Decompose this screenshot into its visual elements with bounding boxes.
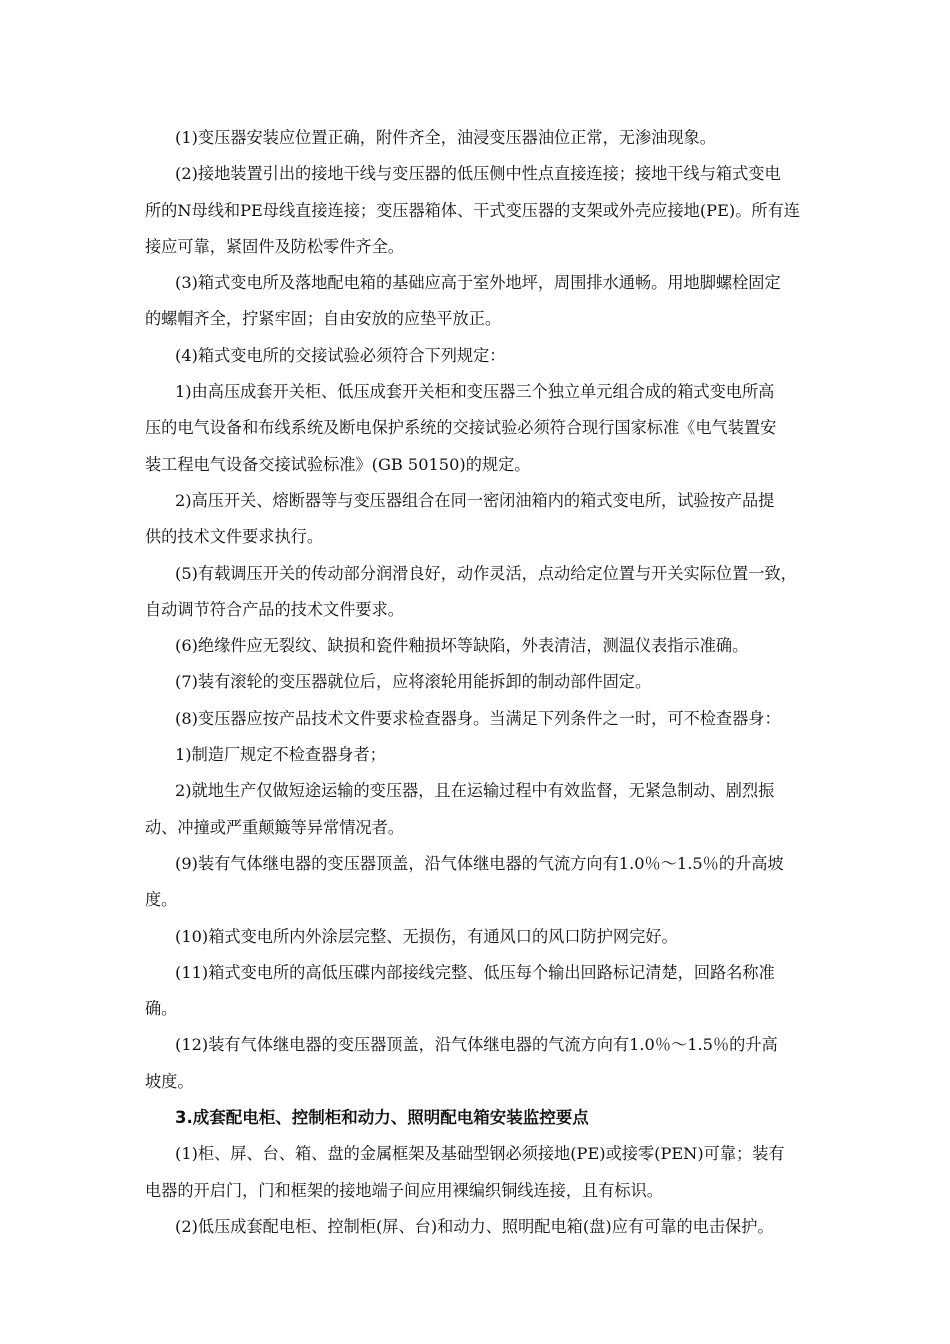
document-page [145, 120, 825, 1245]
paragraph-line: 度。 [145, 890, 178, 910]
paragraph-line: 自动调节符合产品的技术文件要求。 [145, 599, 404, 619]
paragraph-line: 2)就地生产仅做短途运输的变压器，且在运输过程中有效监督，无紧急制动、剧烈振 [175, 781, 775, 801]
paragraph-line: (4)箱式变电所的交接试验必须符合下列规定： [175, 345, 506, 365]
section-heading: 3.成套配电柜、控制柜和动力、照明配电箱安装监控要点 [175, 1108, 589, 1128]
paragraph-line: 电器的开启门，门和框架的接地端子间应用裸编织铜线连接，且有标识。 [145, 1180, 663, 1200]
paragraph-line: 装工程电气设备交接试验标准》(GB 50150)的规定。 [145, 454, 531, 474]
paragraph-line: (1)变压器安装应位置正确，附件齐全，油浸变压器油位正常，无渗油现象。 [175, 128, 716, 147]
paragraph-line: (10)箱式变电所内外涂层完整、无损伤，有通风口的风口防护网完好。 [175, 926, 678, 946]
paragraph-line: 1)制造厂规定不检查器身者； [175, 745, 386, 765]
paragraph-line: 动、冲撞或严重颠簸等异常情况者。 [145, 817, 404, 837]
paragraph-line: (6)绝缘件应无裂纹、缺损和瓷件釉损坏等缺陷，外表清洁，测温仪表指示准确。 [175, 636, 749, 656]
paragraph-line: (2)低压成套配电柜、控制柜(屏、台)和动力、照明配电箱(盘)应有可靠的电击保护。 [175, 1216, 774, 1236]
paragraph-line: 压的电气设备和布线系统及断电保护系统的交接试验必须符合现行国家标准《电气装置安 [145, 418, 777, 438]
paragraph-line: (3)箱式变电所及落地配电箱的基础应高于室外地坪，周围排水通畅。用地脚螺栓固定 [175, 273, 781, 293]
paragraph-line: 所的N母线和PE母线直接连接；变压器箱体、干式变压器的支架或外壳应接地(PE)。所有连 [145, 200, 800, 220]
paragraph-line: 确。 [145, 999, 178, 1019]
paragraph-line: (5)有载调压开关的传动部分润滑良好，动作灵活，点动给定位置与开关实际位置一致， [175, 563, 797, 583]
paragraph-line: (12)装有气体继电器的变压器顶盖，沿气体继电器的气流方向有1.0％～1.5％的升高 [175, 1035, 778, 1055]
paragraph-line: 接应可靠，紧固件及防松零件齐全。 [145, 236, 404, 256]
paragraph-line: 的螺帽齐全，拧紧牢固；自由安放的应垫平放正。 [145, 309, 502, 329]
paragraph-line: (2)接地装置引出的接地干线与变压器的低压侧中性点直接连接；接地干线与箱式变电 [175, 164, 781, 184]
paragraph-line: (11)箱式变电所的高低压碟内部接线完整、低压每个输出回路标记清楚，回路名称准 [175, 962, 775, 982]
paragraph-line: (7)装有滚轮的变压器就位后，应将滚轮用能拆卸的制动部件固定。 [175, 672, 652, 692]
paragraph-line: (1)柜、屏、台、箱、盘的金属框架及基础型钢必须接地(PE)或接零(PEN)可靠；装有 [175, 1144, 785, 1164]
paragraph-line: (9)装有气体继电器的变压器顶盖，沿气体继电器的气流方向有1.0％～1.5％的升高坡 [175, 853, 784, 873]
paragraph-line: 坡度。 [145, 1071, 194, 1091]
paragraph-line: (8)变压器应按产品技术文件要求检查器身。当满足下列条件之一时，可不检查器身： [175, 708, 781, 728]
paragraph-line: 1)由高压成套开关柜、低压成套开关柜和变压器三个独立单元组合成的箱式变电所高 [175, 382, 775, 402]
paragraph-line: 2)高压开关、熔断器等与变压器组合在同一密闭油箱内的箱式变电所，试验按产品提 [175, 490, 775, 510]
paragraph-line: 供的技术文件要求执行。 [145, 527, 324, 547]
